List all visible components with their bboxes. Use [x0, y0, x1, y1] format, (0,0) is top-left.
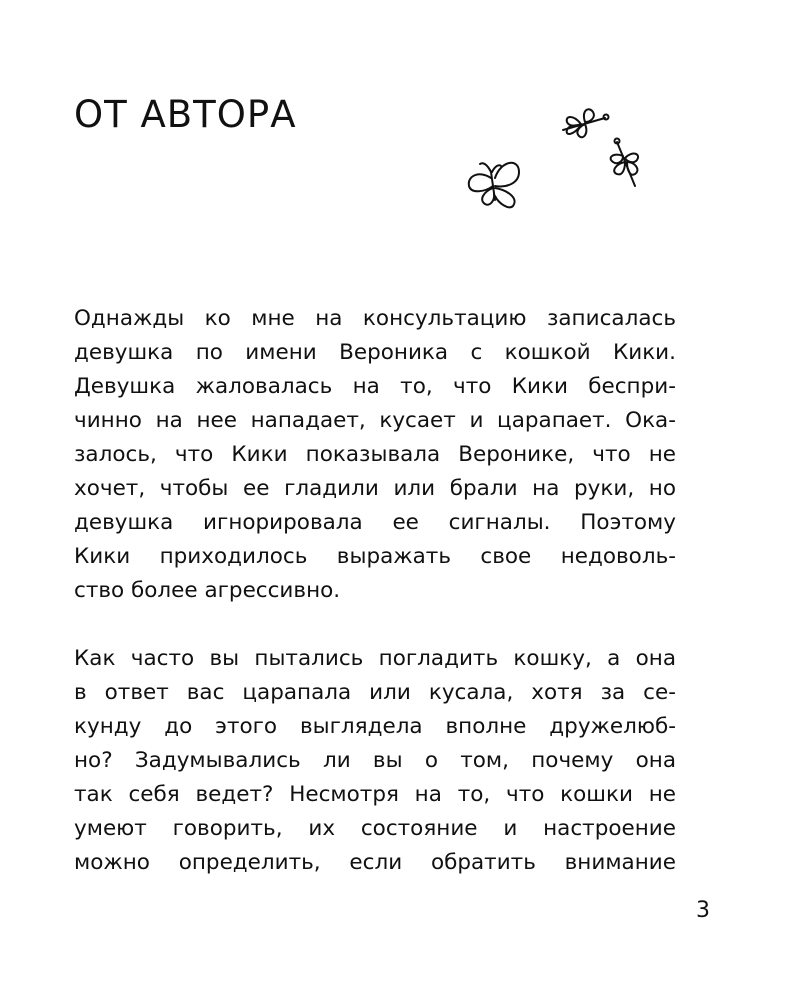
text-line: ство более агрессивно. — [74, 578, 341, 603]
text-line: девушка игнорировала ее сигналы. Поэтому — [74, 510, 676, 535]
chapter-title: ОТ АВТОРА — [74, 93, 297, 136]
text-line: залось, что Кики показывала Веронике, что не — [74, 442, 676, 467]
page-number: 3 — [696, 898, 710, 923]
text-line: чинно на нее нападает, кусает и царапает. Ока- — [74, 408, 676, 433]
text-line: Однажды ко мне на консультацию записалась — [74, 306, 676, 331]
text-line: девушка по имени Вероника с кошкой Кики. — [74, 340, 676, 365]
paragraph — [74, 302, 676, 608]
text-line: можно определить, если обратить внимание — [74, 850, 676, 875]
insect-doodles — [455, 100, 665, 220]
insect-doodles-drawing — [455, 100, 665, 220]
text-line: умеют говорить, их состояние и настроение — [74, 816, 676, 841]
text-line: но? Задумывались ли вы о том, почему она — [74, 748, 676, 773]
text-line: Как часто вы пытались погладить кошку, а она — [74, 646, 676, 671]
paragraph — [74, 642, 676, 880]
butterfly-icon — [469, 163, 519, 207]
text-line: Кики приходилось выражать свое недоволь- — [74, 544, 676, 569]
dragonfly-icon — [611, 139, 638, 187]
text-line: кунду до этого выглядела вполне дружелюб- — [74, 714, 676, 739]
text-line: Девушка жаловалась на то, что Кики беспри- — [74, 374, 676, 399]
text-line: хочет, чтобы ее гладили или брали на руки, но — [74, 476, 676, 501]
text-line: в ответ вас царапала или кусала, хотя за се- — [74, 680, 676, 705]
body-text — [74, 302, 676, 914]
dragonfly-icon — [563, 109, 609, 137]
text-line: так себя ведет? Несмотря на то, что кошки не — [74, 782, 676, 807]
